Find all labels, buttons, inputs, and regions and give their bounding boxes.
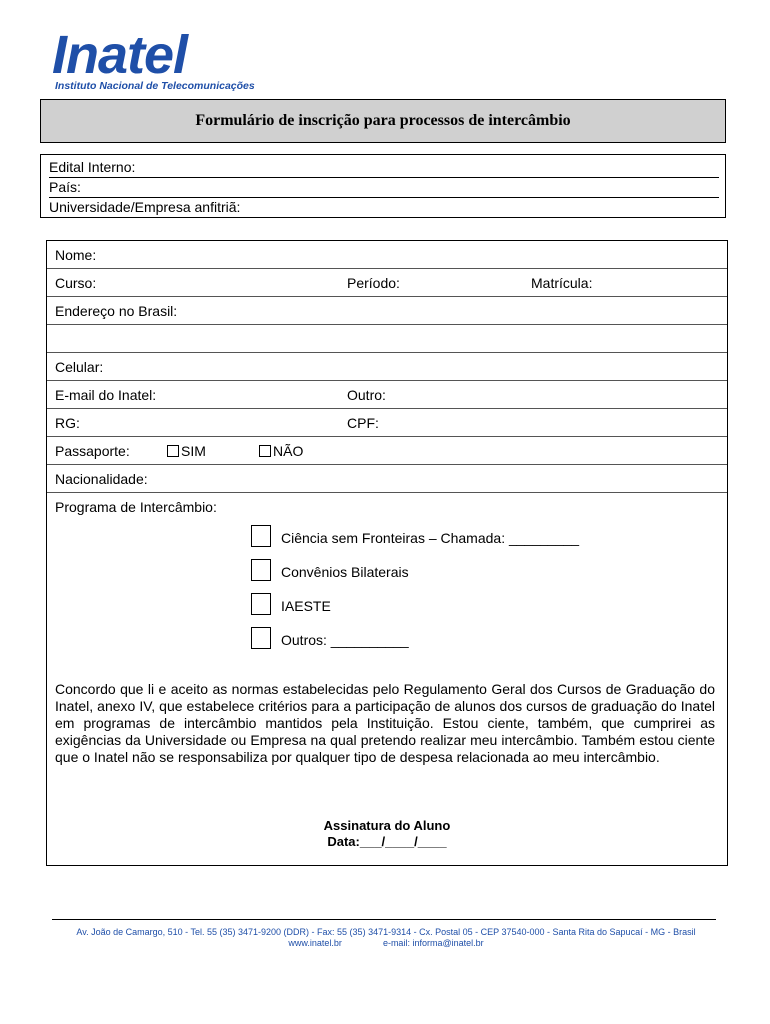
inatel-logo (52, 25, 255, 92)
curso-row (47, 269, 727, 297)
nome-label: Nome: (55, 247, 97, 263)
universidade-label: Universidade/Empresa anfitriã: (49, 199, 241, 215)
edital-label: Edital Interno: (49, 159, 136, 175)
ciencia-checkbox[interactable] (251, 525, 271, 547)
passaporte-label: Passaporte: (55, 443, 130, 459)
footer-divider (52, 919, 716, 920)
edital-field[interactable] (49, 158, 719, 178)
passaporte-sim-option[interactable] (167, 443, 206, 459)
curso-label: Curso: (55, 275, 97, 291)
nao-checkbox[interactable] (259, 445, 271, 457)
sim-checkbox[interactable] (167, 445, 179, 457)
periodo-label: Período: (347, 275, 400, 291)
logo-wordmark: Inatel (52, 25, 188, 85)
student-form (46, 240, 728, 866)
celular-row[interactable] (47, 353, 727, 381)
endereco-label: Endereço no Brasil: (55, 303, 178, 319)
iaeste-checkbox[interactable] (251, 593, 271, 615)
endereco-row[interactable] (47, 297, 727, 325)
outro-label: Outro: (347, 387, 386, 403)
form-title: Formulário de inscrição para processos de intercâmbio (195, 112, 571, 129)
nacionalidade-label: Nacionalidade: (55, 471, 148, 487)
iaeste-label: IAESTE (281, 598, 331, 614)
logo-subtitle: Instituto Nacional de Telecomunicações (55, 80, 255, 92)
matricula-label: Matrícula: (531, 275, 593, 291)
ciencia-label: Ciência sem Fronteiras – Chamada: _________ (281, 530, 580, 546)
rg-label: RG: (55, 415, 80, 431)
nome-row[interactable] (47, 241, 727, 269)
footer-contacts (52, 938, 720, 948)
email-label: E-mail do Inatel: (55, 387, 157, 403)
footer-email[interactable]: e-mail: informa@inatel.br (382, 938, 484, 948)
cpf-label: CPF: (347, 415, 379, 431)
outros-label: Outros: __________ (281, 632, 409, 648)
edital-section (40, 154, 726, 218)
pais-label: País: (49, 179, 81, 195)
passaporte-row (47, 437, 727, 465)
nao-label: NÃO (273, 443, 304, 459)
celular-label: Celular: (55, 359, 104, 375)
programa-label: Programa de Intercâmbio: (55, 499, 217, 515)
universidade-field[interactable] (49, 198, 719, 217)
pais-field[interactable] (49, 178, 719, 198)
convenios-checkbox[interactable] (251, 559, 271, 581)
signature-date: Data:___/____/____ (327, 834, 447, 849)
sim-label: SIM (181, 443, 206, 459)
nacionalidade-row[interactable] (47, 465, 727, 493)
convenios-label: Convênios Bilaterais (281, 564, 409, 580)
endereco-continuation-row[interactable] (47, 325, 727, 353)
form-title-box (40, 99, 726, 143)
email-row (47, 381, 727, 409)
outros-checkbox[interactable] (251, 627, 271, 649)
agreement-text: Concordo que li e aceito as normas estabelecidas pelo Regulamento Geral dos Cursos de Graduação do Inatel, anexo IV, que estabelece critérios para a participação de alunos dos cursos de graduação do Inatel em programas de intercâmbio mantidos pela Instituição. Estou ciente, também, que cumprirei as exigências da Universidade ou Empresa na qual pretendo realizar meu intercâmbio. Também estou ciente que o Inatel não se responsabiliza por qualquer tipo de despesa relacionada ao meu intercâmbio. (55, 681, 715, 765)
footer-address: Av. João de Camargo, 510 - Tel. 55 (35) 3471-9200 (DDR) - Fax: 55 (35) 3471-9314 - Cx. Postal 05 - CEP 37540-000 - Santa Rita do Sapucaí - MG - Brasil (76, 927, 696, 937)
passaporte-nao-option[interactable] (259, 443, 303, 459)
footer-website[interactable]: www.inatel.br (288, 938, 342, 948)
signature-label: Assinatura do Aluno (323, 818, 451, 833)
rg-row (47, 409, 727, 437)
